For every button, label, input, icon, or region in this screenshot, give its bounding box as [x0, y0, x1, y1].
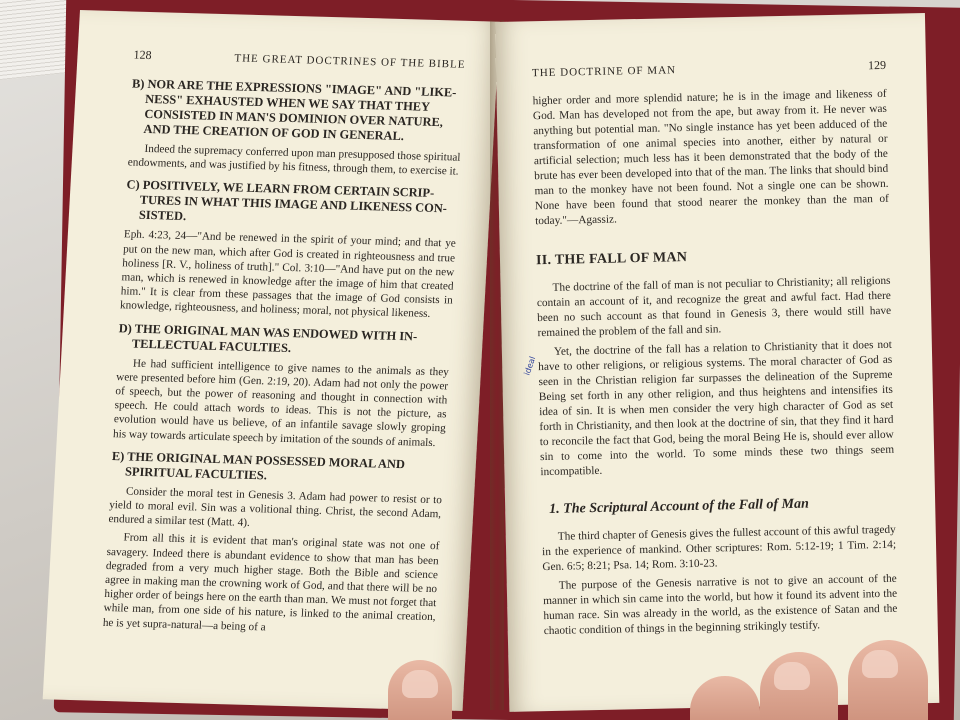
- right-running-title: THE DOCTRINE OF MAN: [531, 64, 677, 80]
- right-running-head: [532, 58, 886, 80]
- paragraph: The doctrine of the fall of man is not peculiar to Christianity; all religions contain an account of it, and recognize the great and awful fact. Had there been no such account as that found in Genesis 3, there would still have remained the problem of the fall and sin.: [536, 274, 892, 340]
- chapter-heading: II. THE FALL OF MAN: [535, 250, 688, 269]
- left-page: [43, 10, 500, 711]
- right-page: [495, 13, 939, 712]
- section-heading: D) THE ORIGINAL MAN WAS ENDOWED WITH IN-TELLECTUAL FACULTIES.: [118, 320, 418, 355]
- paragraph: Yet, the doctrine of the fall has a relation to Christianity that it does not have to other religions, or religious systems. The moral character of God as seen in the Christian religion far surpasses the delineation of the Supreme Being set forth in any other religion, and thus heightens and intensifies its idea of sin. It is when men consider the very high character of God as set forth in Christianity, and then look at the doctrine of sin, that they find it hard to reconcile the fact that God, being the moral Being He is, should ever allow sin to come into the world. To some minds these two things seem incompatible.: [538, 338, 895, 479]
- left-page-number: 128: [133, 47, 153, 63]
- paragraph: He had sufficient intelligence to give names to the animals as they were presented before him (Gen. 2:19, 20). Adam had not only the power of speech, but the power of reasoning and thought in connection with speech. He could attach words to ideas. This is not the picture, as evolution would have us believe, of an infantile savage slowly groping his way towards articulate speech by imitation of the sounds of animals.: [112, 357, 450, 449]
- paragraph: The purpose of the Genesis narrative is not to give an account of the manner in which sin came into the world, but how it found its advent into the human race. Sin was already in the world, as the existence of Satan and the chaotic condition of things in the beginning strikingly testify.: [543, 572, 898, 638]
- section-heading: C) POSITIVELY, WE LEARN FROM CERTAIN SCRIP-TURES IN WHAT THIS IMAGE AND LIKENESS CON-SISTED.: [126, 177, 448, 224]
- paragraph: The third chapter of Genesis gives the fullest account of this awful tragedy in the experience of mankind. Other scriptures: Rom. 5:12-19; 1 Tim. 2:14; Gen. 6:5; 8:21; Psa. 14; Rom. 3:10-23.: [541, 523, 897, 574]
- subsection-heading: 1. The Scriptural Account of the Fall of Man: [549, 496, 810, 517]
- paragraph: Eph. 4:23, 24—"And be renewed in the spirit of your mind; and that ye put on the new man, which after God is created in righteousness and true holiness [R. V., holiness of truth]." Col. 3:10—"And have put on the new man, which is renewed in knowledge after the image of him that created him." It is clear from these passages that the image of God consists in knowledge, righteousness, and holiness; moral, not physical likeness.: [119, 228, 457, 321]
- right-page-number: 129: [867, 57, 887, 73]
- left-running-title: THE GREAT DOCTRINES OF THE BIBLE: [234, 52, 466, 71]
- finger-right-1: [760, 652, 838, 720]
- section-heading: E) THE ORIGINAL MAN POSSESSED MORAL AND SPIRITUAL FACULTIES.: [111, 448, 406, 483]
- paragraph: higher order and more splendid nature; he is in the image and likeness of God. Man has developed not from the ape, but away from it. He never was anything but potential man. "No single instance has yet been adduced of the transformation of one animal species into another, either by natural or artificial selection; much less has it been demonstrated that the body of the brute has ever been developed into that of the man. The links that should bind man to the monkey have not been found. Not a single one can be shown. None have been found that stood nearer the monkey than the man of today."—Agassiz.: [532, 87, 889, 228]
- paragraph: Indeed the supremacy conferred upon man presupposed those spiritual endowments, and was justified by his fitness, through them, to exercise it.: [127, 142, 461, 178]
- right-page-body: [533, 87, 898, 639]
- finger-right-2: [848, 640, 928, 720]
- section-heading: B) NOR ARE THE EXPRESSIONS "IMAGE" AND "LIKE-NESS" EXHAUSTED WHEN WE SAY THAT THEY CONSISTED IN MAN'S DOMINION OVER NATURE, AND THE CREATION OF GOD IN GENERAL.: [131, 76, 457, 144]
- handwritten-margin-note: ideal: [522, 355, 538, 377]
- paragraph: From all this it is evident that man's original state was not one of savagery. Indeed there is abundant evidence to show that man has been degraded from a very much higher stage. Both the Bible and science agree in making man the crowning work of God, and that there will be no higher order of beings here on the earth than man. We must not forget that while man, from one side of his nature, is linked to the animal creation, he is yet supra-natural—a being of a: [102, 531, 440, 634]
- left-page-body: [102, 76, 464, 639]
- paragraph: Consider the moral test in Genesis 3. Adam had power to resist or to yield to moral evil. Sin was a volitional thing. Christ, the second Adam, endured a similar test (Matt. 4).: [108, 485, 443, 530]
- left-running-head: [133, 48, 466, 72]
- finger-left: [388, 660, 452, 720]
